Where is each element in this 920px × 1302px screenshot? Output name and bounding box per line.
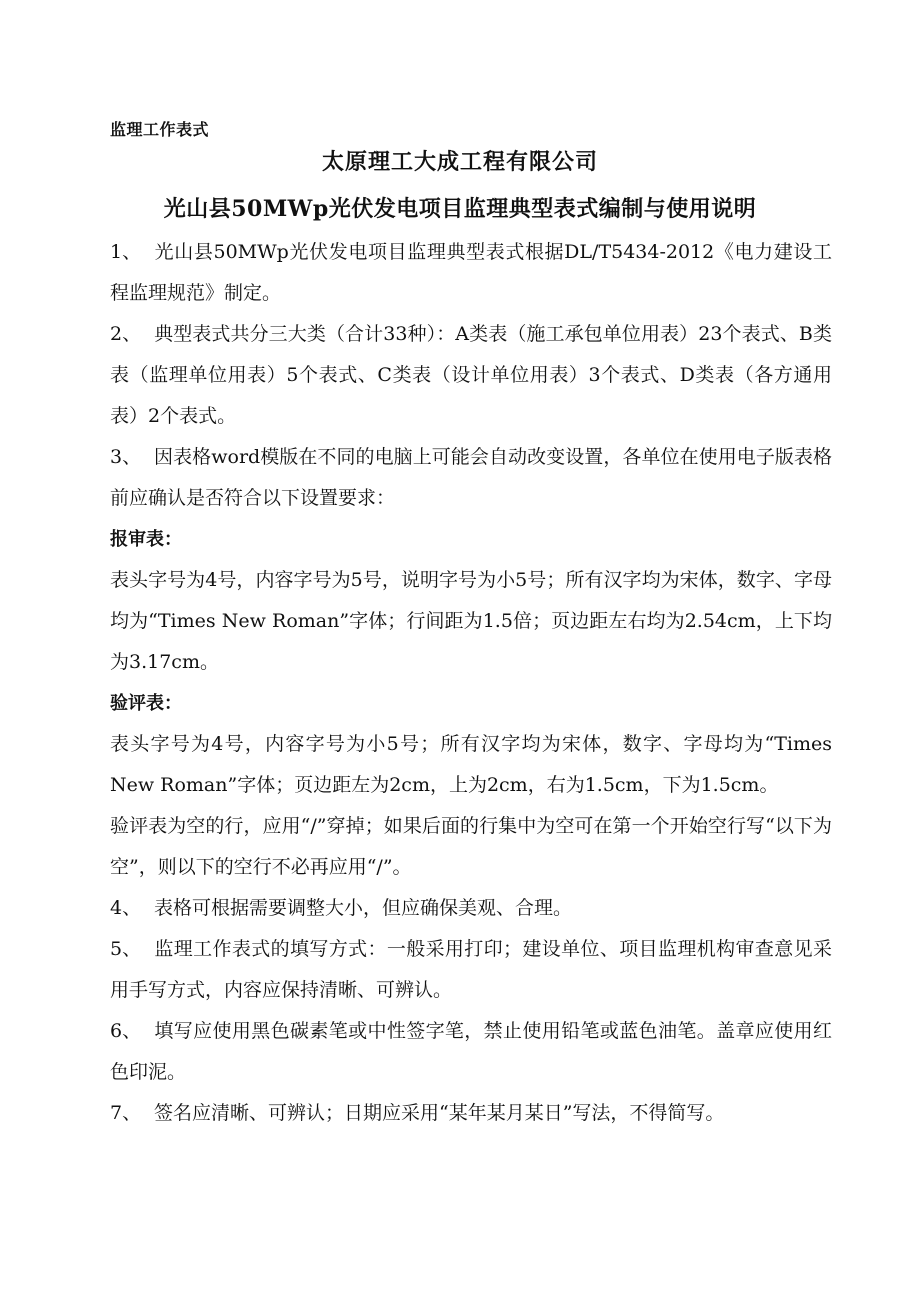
item-text: 表格可根据需要调整大小，但应确保美观、合理。 <box>154 897 573 919</box>
item-text: 典型表式共分三大类（合计33种）：A类表（施工承包单位用表）23个表式、B类表（监理单位用表）5个表式、C类表（设计单位用表）3个表式、D类表（各方通用表）2个表式。 <box>110 323 832 427</box>
company-title: 太原理工大成工程有限公司 <box>321 149 598 175</box>
item-text: 签名应清晰、可辨认；日期应采用“某年某月某日”写法，不得简写。 <box>154 1102 725 1124</box>
evaluation-form-paragraph-2: 验评表为空的行，应用“/”穿掉；如果后面的行集中为空可在第一个开始空行写“以下为空”，则以下的空行不必再应用“/”。 <box>110 815 832 878</box>
item-number: 5、 <box>110 938 142 960</box>
document-title: 光山县50MWp光伏发电项目监理典型表式编制与使用说明 <box>163 196 757 222</box>
item-number: 4、 <box>110 897 142 919</box>
item-number: 6、 <box>110 1020 142 1042</box>
evaluation-form-paragraph-1: 表头字号为4号，内容字号为小5号；所有汉字均为宋体，数字、字母均为“Times New Roman”字体；页边距左为2cm，上为2cm，右为1.5cm，下为1.5cm。 <box>110 733 832 796</box>
document-body <box>110 232 832 1134</box>
list-item-6 <box>110 1011 832 1093</box>
list-item-3 <box>110 437 832 519</box>
item-number: 1、 <box>110 241 142 263</box>
review-form-paragraph: 表头字号为4号，内容字号为5号，说明字号为小5号；所有汉字均为宋体，数字、字母均为“Times New Roman”字体；行间距为1.5倍；页边距左右均为2.54cm，上下均为3.17cm。 <box>110 569 832 673</box>
item-number: 2、 <box>110 323 142 345</box>
section-heading-review-form: 报审表： <box>110 529 182 550</box>
list-item-5 <box>110 929 832 1011</box>
item-number: 3、 <box>110 446 142 468</box>
item-text: 监理工作表式的填写方式：一般采用打印；建设单位、项目监理机构审查意见采用手写方式，内容应保持清晰、可辨认。 <box>110 938 832 1001</box>
item-text: 填写应使用黑色碳素笔或中性签字笔，禁止使用铅笔或蓝色油笔。盖章应使用红色印泥。 <box>110 1020 832 1083</box>
list-item-2 <box>110 314 832 437</box>
item-text: 因表格word模版在不同的电脑上可能会自动改变设置，各单位在使用电子版表格前应确认是否符合以下设置要求： <box>110 446 832 509</box>
list-item-7 <box>110 1093 832 1134</box>
header-label: 监理工作表式 <box>110 120 210 139</box>
list-item-1 <box>110 232 832 314</box>
section-heading-evaluation-form: 验评表： <box>110 693 182 714</box>
list-item-4 <box>110 888 832 929</box>
item-number: 7、 <box>110 1102 142 1124</box>
item-text: 光山县50MWp光伏发电项目监理典型表式根据DL/T5434-2012《电力建设工程监理规范》制定。 <box>110 241 832 304</box>
